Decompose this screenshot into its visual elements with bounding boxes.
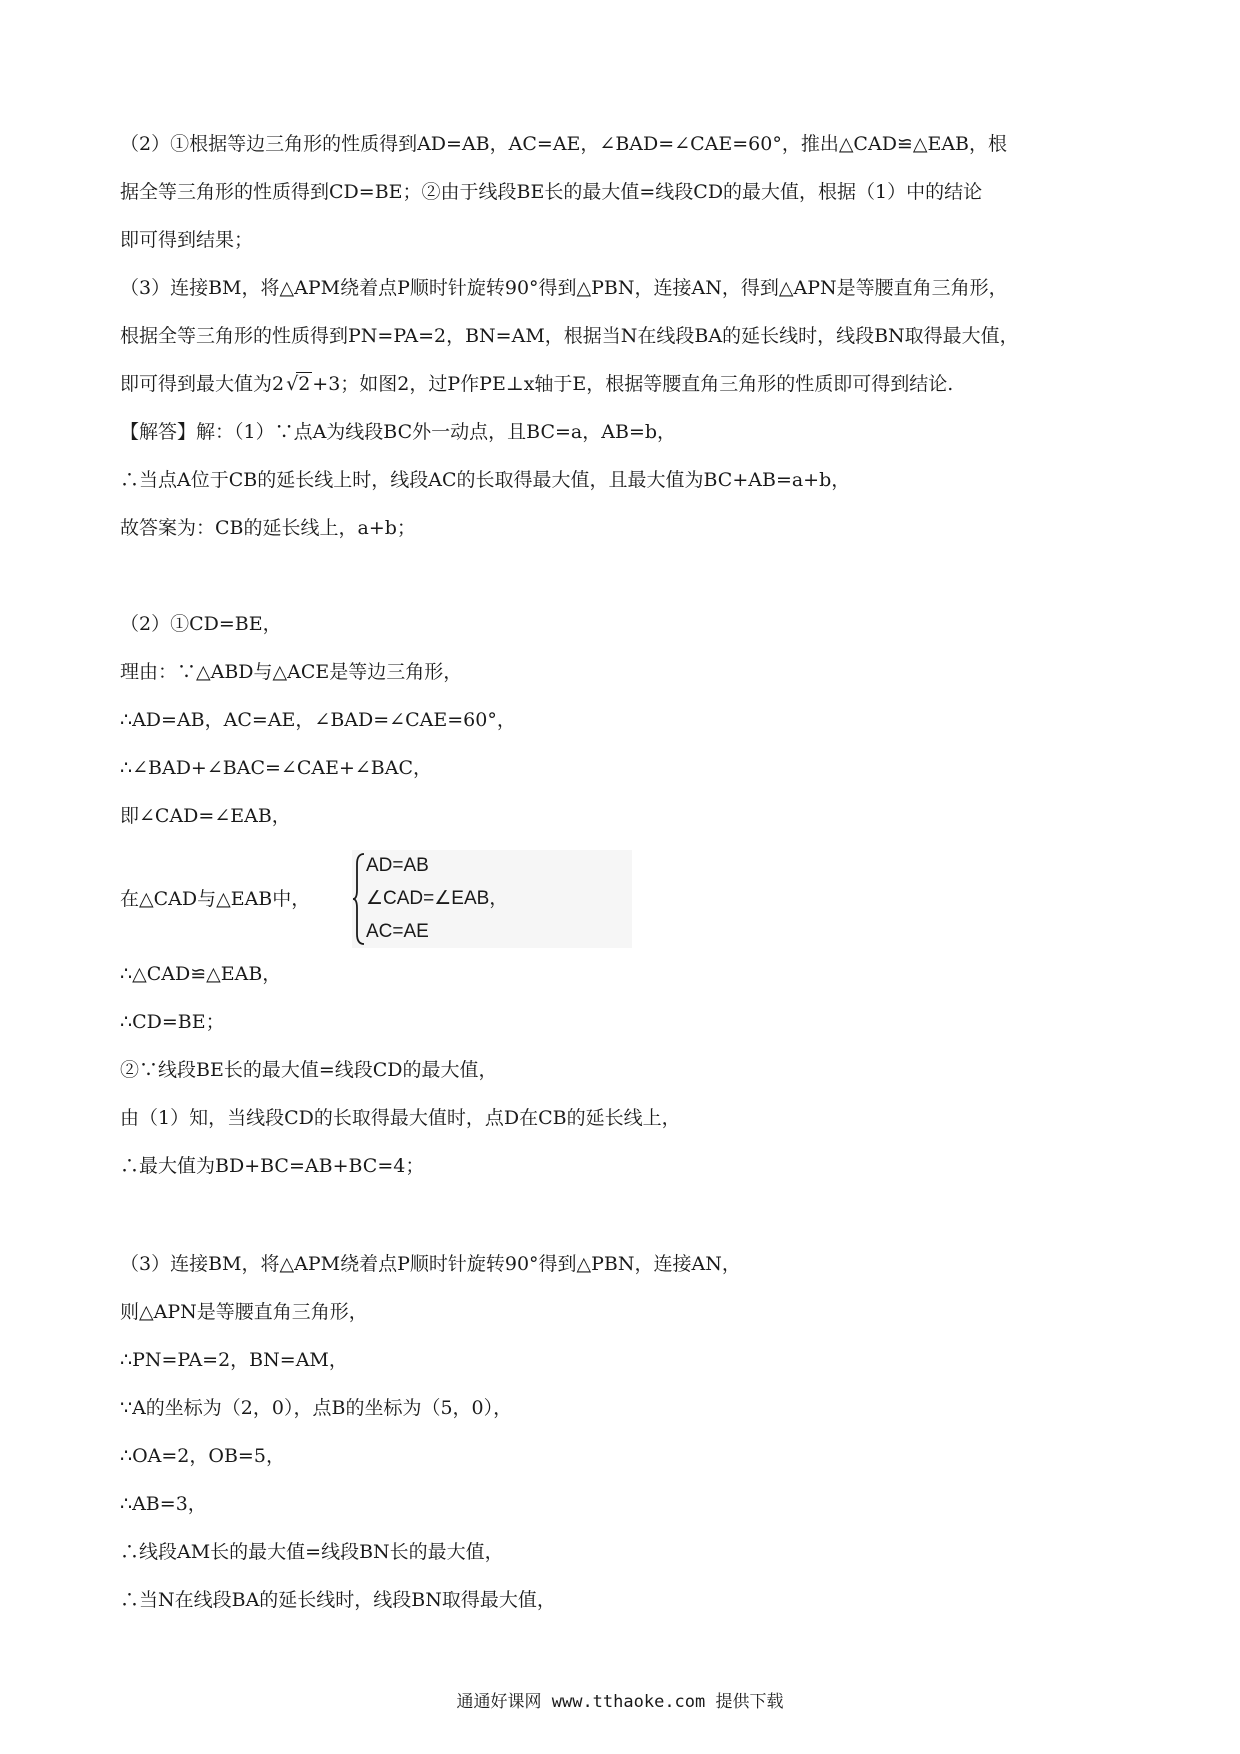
system-lead-text: 在△CAD与△EAB中， [120, 888, 311, 910]
text-line: ∴当N在线段BA的延长线时，线段BN取得最大值， [120, 1589, 556, 1611]
square-root: √2 [286, 373, 311, 395]
text-line: ∴∠BAD+∠BAC=∠CAE+∠BAC， [120, 757, 433, 779]
text-line: ∴OA=2，OB=5， [120, 1445, 285, 1467]
text-line-with-radical [120, 370, 953, 398]
text-line: 则△APN是等腰直角三角形， [120, 1301, 368, 1323]
text-line: 据全等三角形的性质得到CD=BE；②由于线段BE长的最大值=线段CD的最大值，根据（1）中的结论 [120, 181, 983, 203]
text-line: （2）①CD=BE， [120, 613, 282, 635]
text-line: ∴PN=PA=2，BN=AM， [120, 1349, 348, 1371]
text-line: 【解答】解：（1）∵点A为线段BC外一动点，且BC=a，AB=b， [120, 421, 677, 443]
text-line: 即∠CAD=∠EAB， [120, 805, 291, 827]
equation-system [120, 850, 540, 948]
text-line: （3）连接BM，将△APM绕着点P顺时针旋转90°得到△PBN，连接AN，得到△APN是等腰直角三角形， [120, 277, 1008, 299]
text-line: 根据全等三角形的性质得到PN=PA=2，BN=AM，根据当N在线段BA的延长线时，线段BN取得最大值， [120, 325, 1019, 347]
text-line: ∴CD=BE； [120, 1011, 225, 1033]
system-equation: ∠CAD=∠EAB， [366, 888, 509, 909]
text-fragment: 即可得到最大值为2 [120, 373, 285, 395]
text-line: ∴线段AM长的最大值=线段BN长的最大值， [120, 1541, 504, 1563]
text-fragment: +3；如图2，过P作PE⊥x轴于E，根据等腰直角三角形的性质即可得到结论. [312, 373, 954, 395]
text-line: （3）连接BM，将△APM绕着点P顺时针旋转90°得到△PBN，连接AN， [120, 1253, 741, 1275]
page-footer: 通通好课网 www.tthaoke.com 提供下载 [456, 1692, 784, 1712]
text-line: 即可得到结果； [120, 229, 254, 251]
system-equation: AD=AB [366, 855, 429, 876]
text-line: ②∵线段BE长的最大值=线段CD的最大值， [120, 1059, 498, 1081]
system-equation: AC=AE [366, 921, 429, 942]
equation-box [352, 850, 632, 948]
text-line: ∴AB=3， [120, 1493, 207, 1515]
text-line: ∴当点A位于CB的延长线上时，线段AC的长取得最大值，且最大值为BC+AB=a+b， [120, 469, 851, 491]
text-line: （2）①根据等边三角形的性质得到AD=AB，AC=AE，∠BAD=∠CAE=60°，推出△CAD≌△EAB，根 [120, 133, 1008, 155]
radicand: 2 [298, 373, 311, 395]
text-line: ∵A的坐标为（2，0），点B的坐标为（5，0）， [120, 1397, 513, 1419]
text-line: ∴△CAD≌△EAB， [120, 963, 282, 985]
left-brace-icon [352, 850, 366, 948]
text-line: ∴AD=AB，AC=AE，∠BAD=∠CAE=60°， [120, 709, 516, 731]
text-line: ∴最大值为BD+BC=AB+BC=4； [120, 1155, 425, 1177]
text-line: 理由：∵△ABD与△ACE是等边三角形， [120, 661, 463, 683]
text-line: 由（1）知，当线段CD的长取得最大值时，点D在CB的延长线上， [120, 1107, 681, 1129]
text-line: 故答案为：CB的延长线上，a+b； [120, 517, 416, 539]
